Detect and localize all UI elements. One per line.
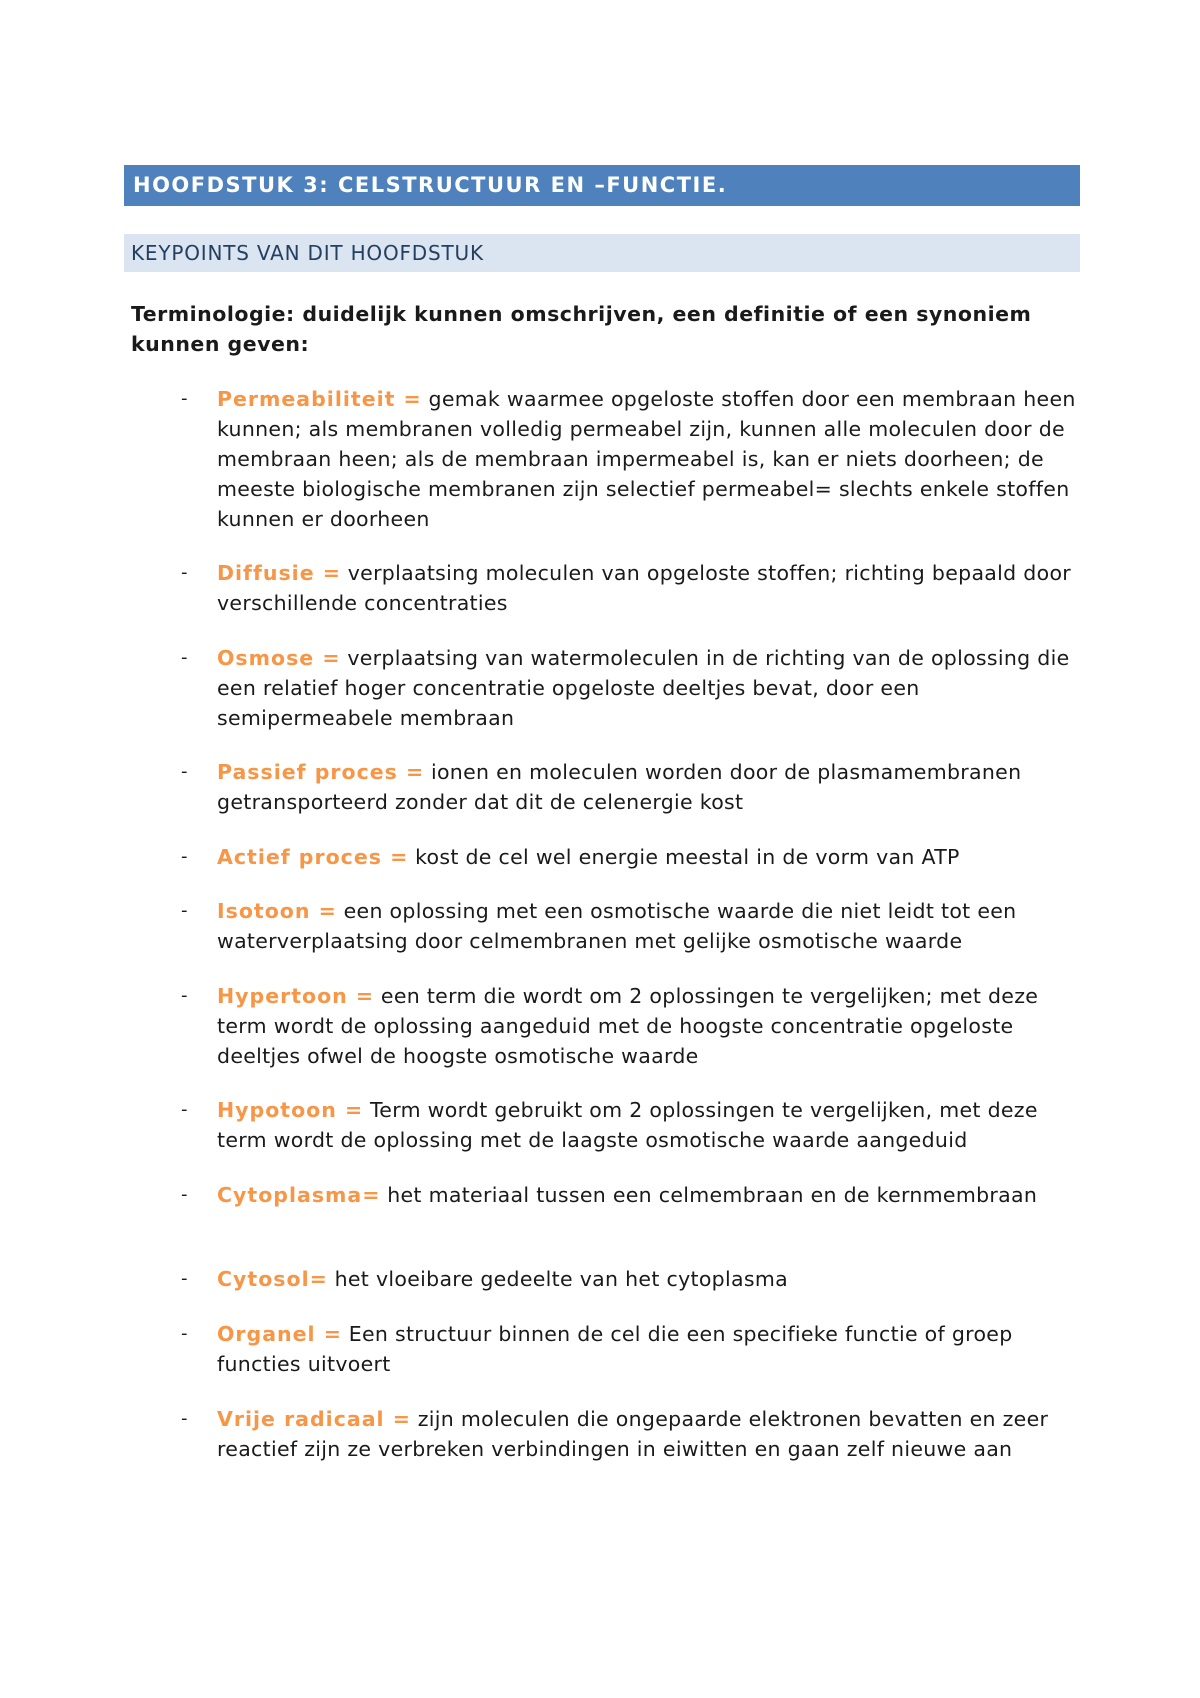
list-item	[181, 384, 1087, 534]
list-item	[181, 757, 1087, 817]
terminology-intro: Terminologie: duidelijk kunnen omschrijven, een definitie of een synoniem kunnen geven:	[131, 302, 1032, 356]
chapter-heading: HOOFDSTUK 3: CELSTRUCTUUR EN –FUNCTIE.	[124, 165, 1080, 206]
bullet-marker: -	[181, 1408, 188, 1429]
list-item	[181, 896, 1087, 956]
term-label: Permeabiliteit =	[217, 387, 422, 411]
term-label: Organel =	[217, 1322, 342, 1346]
term-definition: het materiaal tussen een celmembraan en de kernmembraan	[380, 1183, 1038, 1207]
list-item	[181, 1319, 1087, 1379]
term-definition: Een structuur binnen de cel die een specifieke functie of groep functies uitvoert	[217, 1322, 1013, 1376]
list-item	[181, 1095, 1087, 1155]
bullet-marker: -	[181, 1099, 188, 1120]
term-definition: een term die wordt om 2 oplossingen te vergelijken; met deze term wordt de oplossing aangeduid met de hoogste concentratie opgeloste deeltjes ofwel de hoogste osmotische waarde	[217, 984, 1039, 1068]
term-label: Cytoplasma=	[217, 1183, 381, 1207]
list-item	[181, 1404, 1087, 1464]
list-item	[181, 1180, 1087, 1210]
term-definition: verplaatsing moleculen van opgeloste stoffen; richting bepaald door verschillende concentraties	[217, 561, 1072, 615]
term-definition: zijn moleculen die ongepaarde elektronen bevatten en zeer reactief zijn ze verbreken verbindingen in eiwitten en gaan zelf nieuwe aan	[217, 1407, 1049, 1461]
list-item	[181, 981, 1087, 1071]
bullet-marker: -	[181, 985, 188, 1006]
list-item	[181, 1264, 1087, 1294]
term-label: Hypertoon =	[217, 984, 375, 1008]
term-label: Diffusie =	[217, 561, 341, 585]
list-item	[181, 643, 1087, 733]
term-definition: verplaatsing van watermoleculen in de richting van de oplossing die een relatief hoger concentratie opgeloste deeltjes bevat, door een semipermeabele membraan	[217, 646, 1070, 730]
term-label: Vrije radicaal =	[217, 1407, 411, 1431]
term-label: Osmose =	[217, 646, 341, 670]
bullet-marker: -	[181, 846, 188, 867]
term-definition: gemak waarmee opgeloste stoffen door een membraan heen kunnen; als membranen volledig permeabel zijn, kunnen alle moleculen door de membraan heen; als de membraan impermeabel is, kan er niets doorheen; de meeste biologische membranen zijn selectief permeabel= slechts enkele stoffen kunnen er doorheen	[217, 387, 1076, 531]
term-label: Passief proces =	[217, 760, 425, 784]
term-label: Cytosol=	[217, 1267, 328, 1291]
bullet-marker: -	[181, 388, 188, 409]
term-definition: het vloeibare gedeelte van het cytoplasma	[327, 1267, 788, 1291]
bullet-marker: -	[181, 647, 188, 668]
bullet-marker: -	[181, 761, 188, 782]
term-label: Hypotoon =	[217, 1098, 364, 1122]
term-definition: een oplossing met een osmotische waarde die niet leidt tot een waterverplaatsing door celmembranen met gelijke osmotische waarde	[217, 899, 1017, 953]
section-heading: KEYPOINTS VAN DIT HOOFDSTUK	[124, 234, 1080, 272]
bullet-marker: -	[181, 1323, 188, 1344]
bullet-marker: -	[181, 562, 188, 583]
list-item	[181, 842, 1087, 872]
term-definition: ionen en moleculen worden door de plasmamembranen getransporteerd zonder dat dit de celenergie kost	[217, 760, 1022, 814]
term-label: Actief proces =	[217, 845, 409, 869]
bullet-marker: -	[181, 1268, 188, 1289]
term-definition: kost de cel wel energie meestal in de vorm van ATP	[408, 845, 960, 869]
bullet-marker: -	[181, 1184, 188, 1205]
bullet-marker: -	[181, 900, 188, 921]
term-definition: Term wordt gebruikt om 2 oplossingen te vergelijken, met deze term wordt de oplossing met de laagste osmotische waarde aangeduid	[217, 1098, 1038, 1152]
list-item	[181, 558, 1087, 618]
term-label: Isotoon =	[217, 899, 337, 923]
